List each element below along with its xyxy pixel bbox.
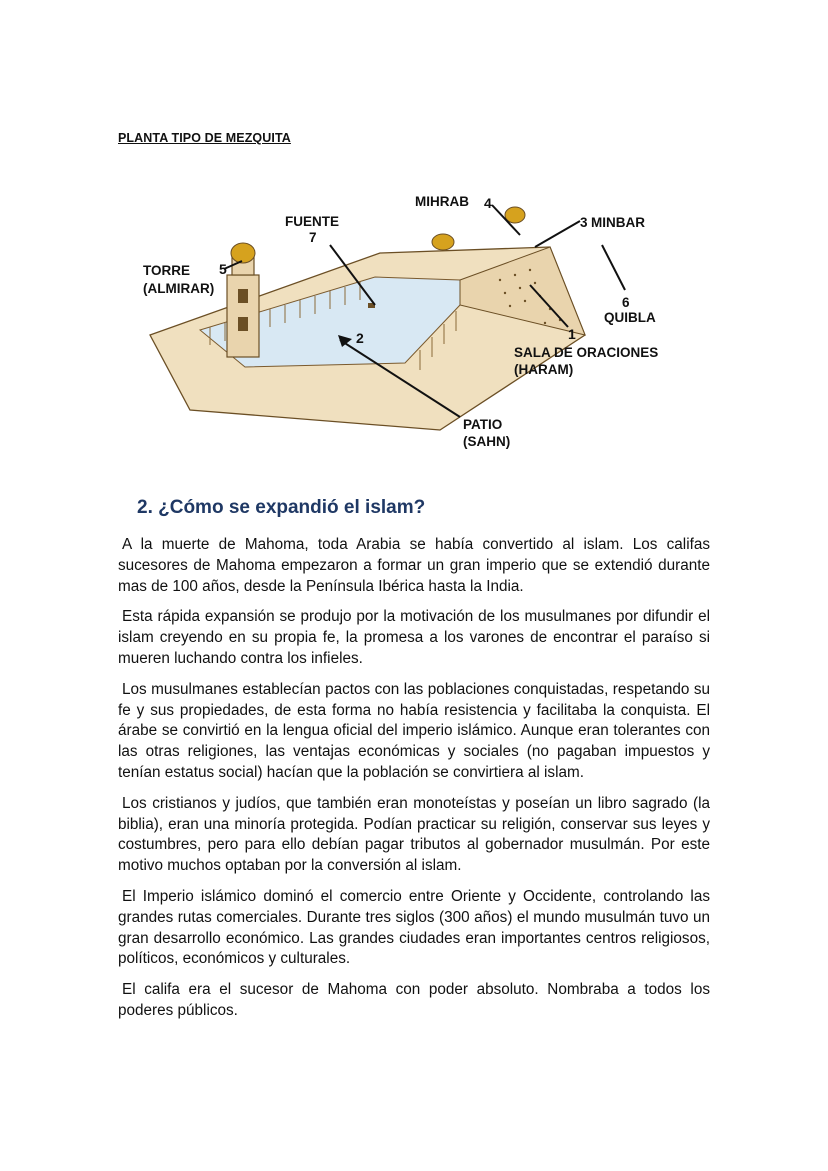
label-mihrab-number: 4	[484, 195, 492, 211]
label-sala-number: 1	[568, 326, 576, 342]
paragraph: El Imperio islámico dominó el comercio entre Oriente y Occidente, controlando las grandes rutas comerciales. Durante tres siglos (300 años) el mundo musulmán tuvo un gran desarrollo económico. Las grandes ciudades eran importantes centros religiosos, políticos, económicos y culturales.	[118, 887, 710, 968]
label-patio-number: 2	[356, 330, 364, 346]
label-minbar: MINBAR	[591, 215, 645, 230]
label-torre: TORRE	[143, 263, 191, 278]
label-fuente-number: 7	[309, 230, 317, 245]
label-sahn: (SAHN)	[463, 434, 511, 449]
label-haram: (HARAM)	[514, 362, 574, 377]
label-almirar: (ALMIRAR)	[143, 281, 215, 296]
section-heading: 2. ¿Cómo se expandió el islam?	[137, 497, 426, 518]
paragraph: A la muerte de Mahoma, toda Arabia se había convertido al islam. Los califas sucesores de Mahoma empezaron a formar un gran imperio que se extendió durante mas de 100 años, desde la Península Ibérica hasta la India.	[118, 536, 710, 595]
paragraph: El califa era el sucesor de Mahoma con poder absoluto. Nombraba a todos los poderes públicos.	[118, 981, 710, 1019]
label-quibla-number: 6	[622, 295, 630, 310]
label-patio: PATIO	[463, 417, 503, 432]
mosque-illustration	[150, 207, 585, 430]
label-minbar-number: 3	[580, 215, 588, 230]
label-mihrab: MIHRAB	[415, 194, 469, 209]
section-body	[118, 535, 710, 1032]
paragraph: Los cristianos y judíos, que también eran monoteístas y poseían un libro sagrado (la biblia), eran una minoría protegida. Podían practicar su religión, conservar sus leyes y costumbres, pero para ello debían pagar tributos al gobernador musulmán. Por este motivo muchos optaban por la conversión al islam.	[118, 794, 710, 875]
label-fuente: FUENTE	[285, 214, 339, 229]
paragraph: Esta rápida expansión se produjo por la motivación de los musulmanes por difundir el islam creyendo en su propia fe, la promesa a los varones de encontrar el paraíso si mueren luchando contra los infieles.	[118, 608, 710, 667]
page-title: PLANTA TIPO DE MEZQUITA	[118, 131, 291, 145]
mosque-plan-diagram	[130, 185, 690, 460]
label-quibla: QUIBLA	[604, 310, 656, 325]
label-torre-number: 5	[219, 261, 227, 277]
label-sala: SALA DE ORACIONES	[514, 345, 659, 360]
paragraph: Los musulmanes establecían pactos con las poblaciones conquistadas, respetando su fe y sus propiedades, de esta forma no había resistencia y facilitaba la conquista. El árabe se convirtió en la lengua oficial del imperio islámico. Aunque eran tolerantes con las otras religiones, las ventajas económicas y sociales (no pagaban impuestos y tenían estatus social) hacían que la población se convirtiera al islam.	[118, 680, 710, 781]
